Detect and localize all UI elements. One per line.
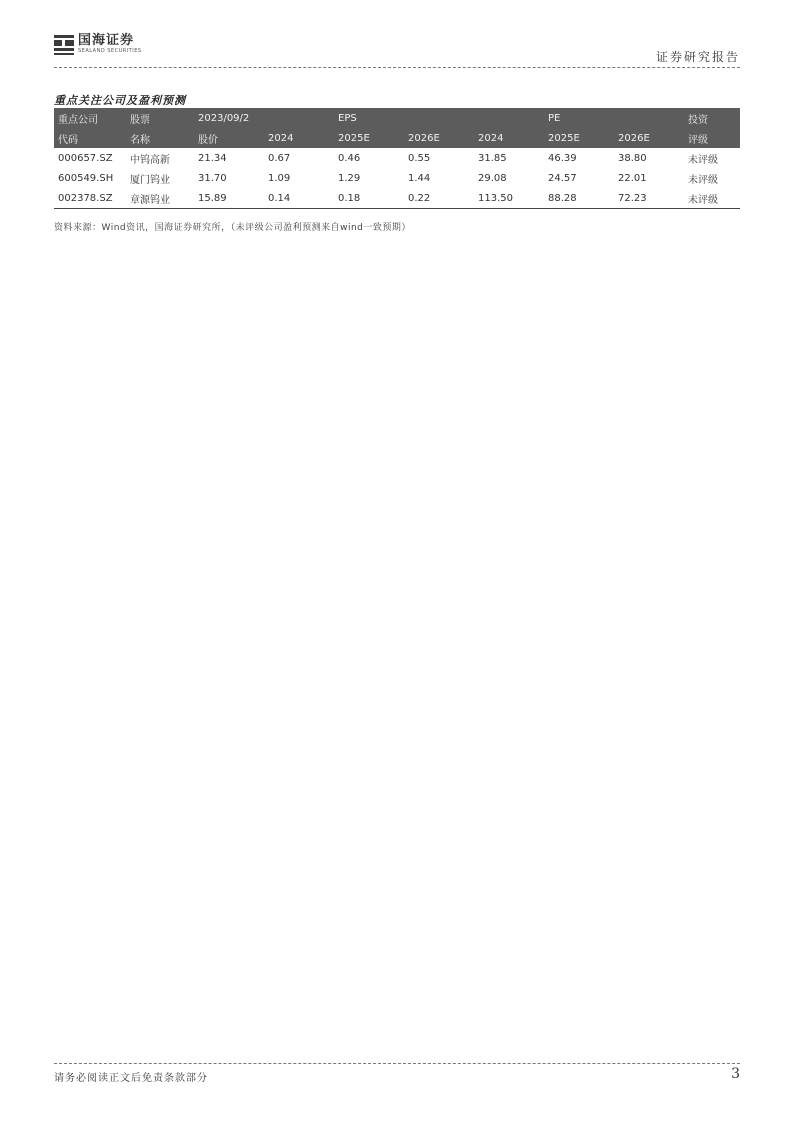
- table-header-row-2: [54, 128, 740, 148]
- column-header: [614, 108, 684, 128]
- column-header: EPS: [338, 112, 357, 124]
- table-cell: 72.23: [614, 188, 684, 209]
- forecast-table: [54, 108, 740, 209]
- column-header: 股票: [130, 114, 150, 126]
- column-header: [264, 108, 334, 128]
- table-cell: 002378.SZ: [54, 188, 126, 209]
- column-header: 2024: [478, 132, 504, 144]
- column-header: 评级: [688, 134, 708, 146]
- table-cell: 中钨高新: [130, 154, 170, 166]
- table-cell: 厦门钨业: [130, 174, 170, 186]
- table-cell: 1.29: [338, 172, 361, 184]
- table-cell: 24.57: [548, 172, 577, 184]
- column-header: 2026E: [408, 132, 440, 144]
- table-cell: 600549.SH: [58, 172, 114, 184]
- logo-name-en: SEALAND SECURITIES: [78, 48, 142, 54]
- column-header: 名称: [130, 134, 150, 146]
- table-cell: 29.08: [478, 172, 507, 184]
- column-header: 代码: [58, 134, 78, 146]
- table-cell: 未评级: [688, 154, 718, 166]
- column-header: 投资: [688, 114, 708, 126]
- header-divider: [54, 67, 740, 68]
- table-cell: 88.28: [544, 188, 614, 209]
- table-cell: 1.44: [408, 172, 431, 184]
- column-header: 2023/09/2: [198, 112, 250, 124]
- logo-icon: [54, 35, 74, 55]
- column-header: 2024: [268, 132, 294, 144]
- column-header: [474, 108, 544, 128]
- section-title: 重点关注公司及盈利预测: [54, 94, 186, 107]
- logo-name: 国海证券: [78, 33, 135, 48]
- column-header: 股价: [198, 134, 218, 146]
- table-cell: 21.34: [198, 152, 227, 164]
- table-cell: 22.01: [618, 172, 647, 184]
- source-note: 资料来源：Wind资讯，国海证券研究所，（未评级公司盈利预测来自wind一致预期）: [54, 223, 411, 233]
- column-header: 2025E: [548, 132, 580, 144]
- column-header: [404, 108, 474, 128]
- report-type: 证券研究报告: [655, 50, 740, 64]
- table-cell: 46.39: [548, 152, 577, 164]
- table-cell: 38.80: [618, 152, 647, 164]
- column-header: PE: [548, 112, 561, 124]
- page-number: 3: [731, 1066, 740, 1082]
- column-header: 2025E: [338, 132, 370, 144]
- column-header: 重点公司: [58, 114, 98, 126]
- table-row: [54, 168, 740, 188]
- table-cell: 000657.SZ: [58, 152, 113, 164]
- table-row: [54, 148, 740, 168]
- table-header-row-1: [54, 108, 740, 128]
- table-cell: 0.18: [334, 188, 404, 209]
- table-cell: 0.14: [264, 188, 334, 209]
- footer-divider: [54, 1063, 740, 1064]
- company-logo: [54, 34, 142, 55]
- table-cell: 0.55: [408, 152, 431, 164]
- footer-disclaimer: 请务必阅读正文后免责条款部分: [54, 1073, 208, 1084]
- column-header: 2026E: [618, 132, 650, 144]
- table-cell: 章源钨业: [126, 188, 194, 209]
- table-cell: 未评级: [684, 188, 740, 209]
- table-cell: 0.46: [338, 152, 361, 164]
- table-cell: 15.89: [194, 188, 264, 209]
- table-cell: 0.22: [404, 188, 474, 209]
- table-cell: 未评级: [688, 174, 718, 186]
- table-cell: 31.70: [198, 172, 227, 184]
- table-cell: 0.67: [268, 152, 291, 164]
- table-cell: 31.85: [478, 152, 507, 164]
- table-cell: 1.09: [268, 172, 291, 184]
- page-header: [54, 30, 740, 70]
- table-row: [54, 188, 740, 209]
- table-cell: 113.50: [474, 188, 544, 209]
